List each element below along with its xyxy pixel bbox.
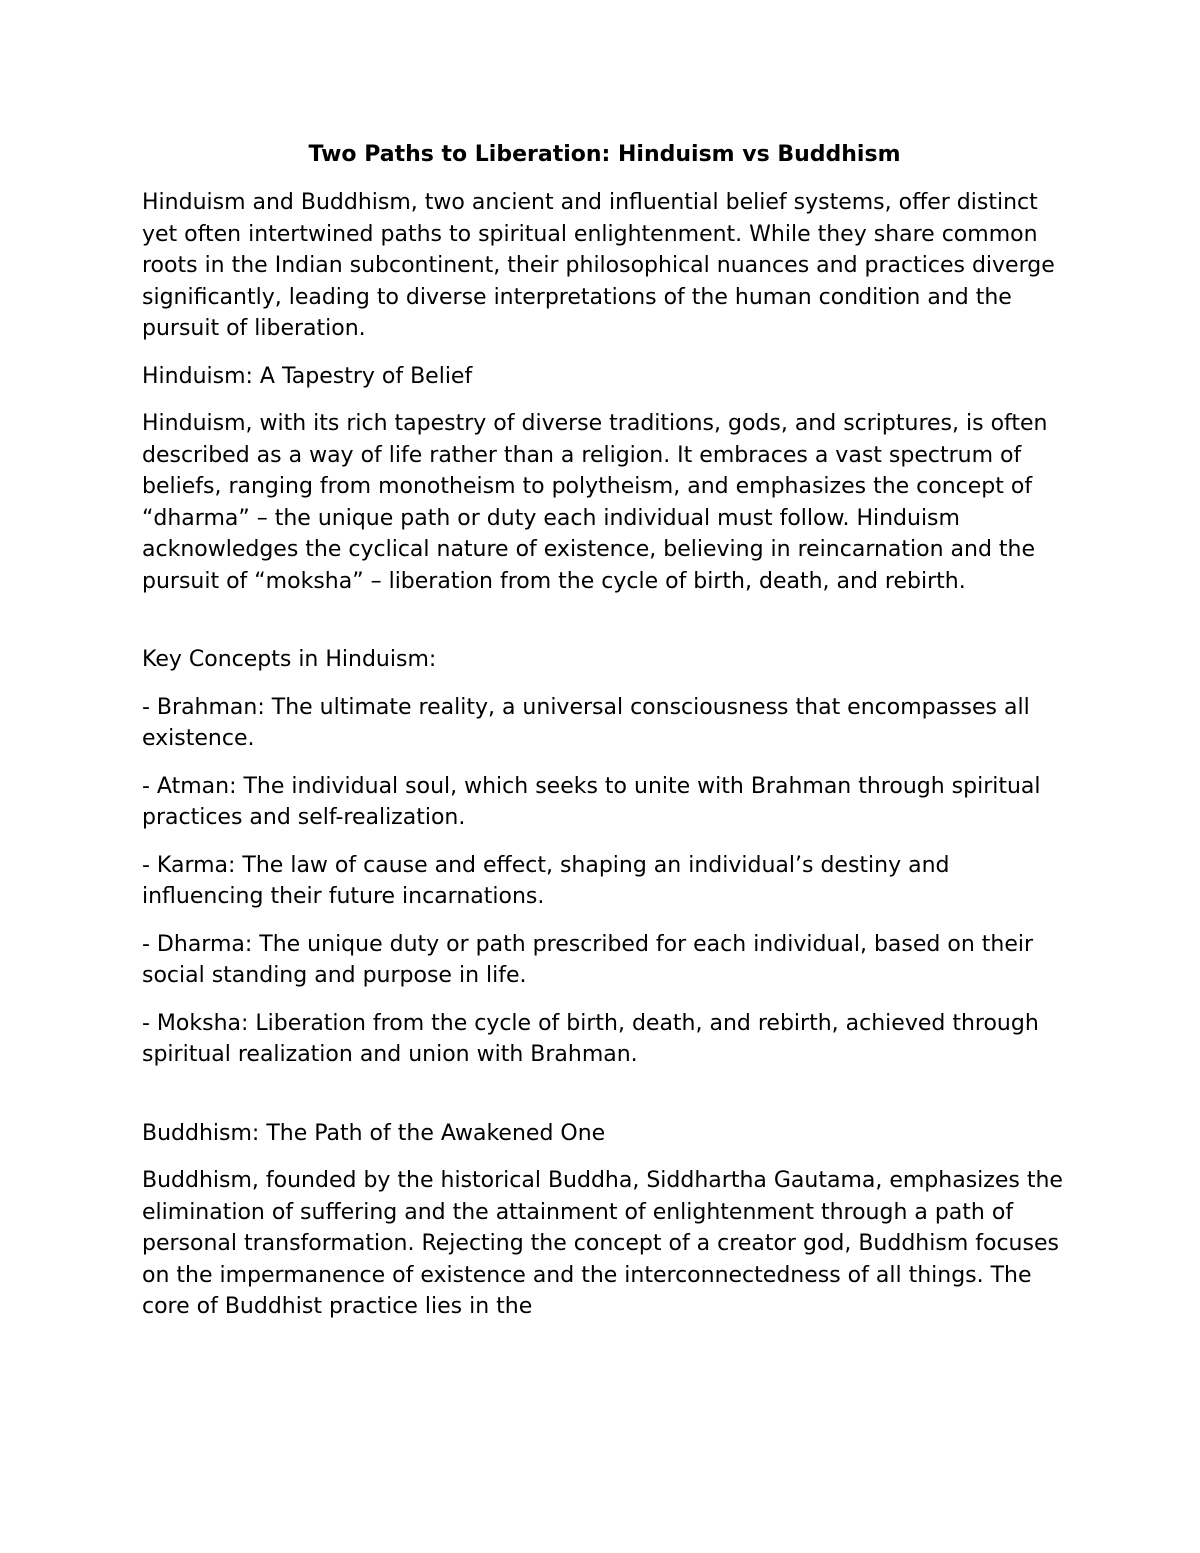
list-item-brahman: - Brahman: The ultimate reality, a universal consciousness that encompasses all existence. [142,694,1030,751]
list-item-atman: - Atman: The individual soul, which seeks to unite with Brahman through spiritual practices and self-realization. [142,773,1041,830]
document-title: Two Paths to Liberation: Hinduism vs Buddhism [308,142,901,167]
list-item-moksha: - Moksha: Liberation from the cycle of birth, death, and rebirth, achieved through spiritual realization and union with Brahman. [142,1010,1039,1067]
document-body [142,139,1067,1339]
buddhism-heading: Buddhism: The Path of the Awakened One [142,1120,606,1146]
intro-paragraph: Hinduism and Buddhism, two ancient and influential belief systems, offer distinct yet often intertwined paths to spiritual enlightenment. While they share common roots in the Indian subcontinent, their philosophical nuances and practices diverge significantly, leading to diverse interpretations of the human condition and the pursuit of liberation. [142,190,1055,341]
hinduism-paragraph: Hinduism, with its rich tapestry of diverse traditions, gods, and scriptures, is often described as a way of life rather than a religion. It embraces a vast spectrum of beliefs, ranging from monotheism to polytheism, and emphasizes the concept of “dharma” – the unique path or duty each individual must follow. Hinduism acknowledges the cyclical nature of existence, believing in reincarnation and the pursuit of “moksha” – liberation from the cycle of birth, death, and rebirth. [142,411,1048,594]
spacer [142,613,1067,644]
spacer [142,1087,1067,1118]
hinduism-heading: Hinduism: A Tapestry of Belief [142,363,473,389]
list-item-karma: - Karma: The law of cause and effect, shaping an individual’s destiny and influencing their future incarnations. [142,852,950,909]
key-concepts-heading: Key Concepts in Hinduism: [142,647,437,672]
list-item-dharma: - Dharma: The unique duty or path prescribed for each individual, based on their social standing and purpose in life. [142,931,1034,988]
buddhism-paragraph: Buddhism, founded by the historical Buddha, Siddhartha Gautama, emphasizes the elimination of suffering and the attainment of enlightenment through a path of personal transformation. Rejecting the concept of a creator god, Buddhism focuses on the impermanence of existence and the interconnectedness of all things. The core of Buddhist practice lies in the [142,1168,1063,1319]
